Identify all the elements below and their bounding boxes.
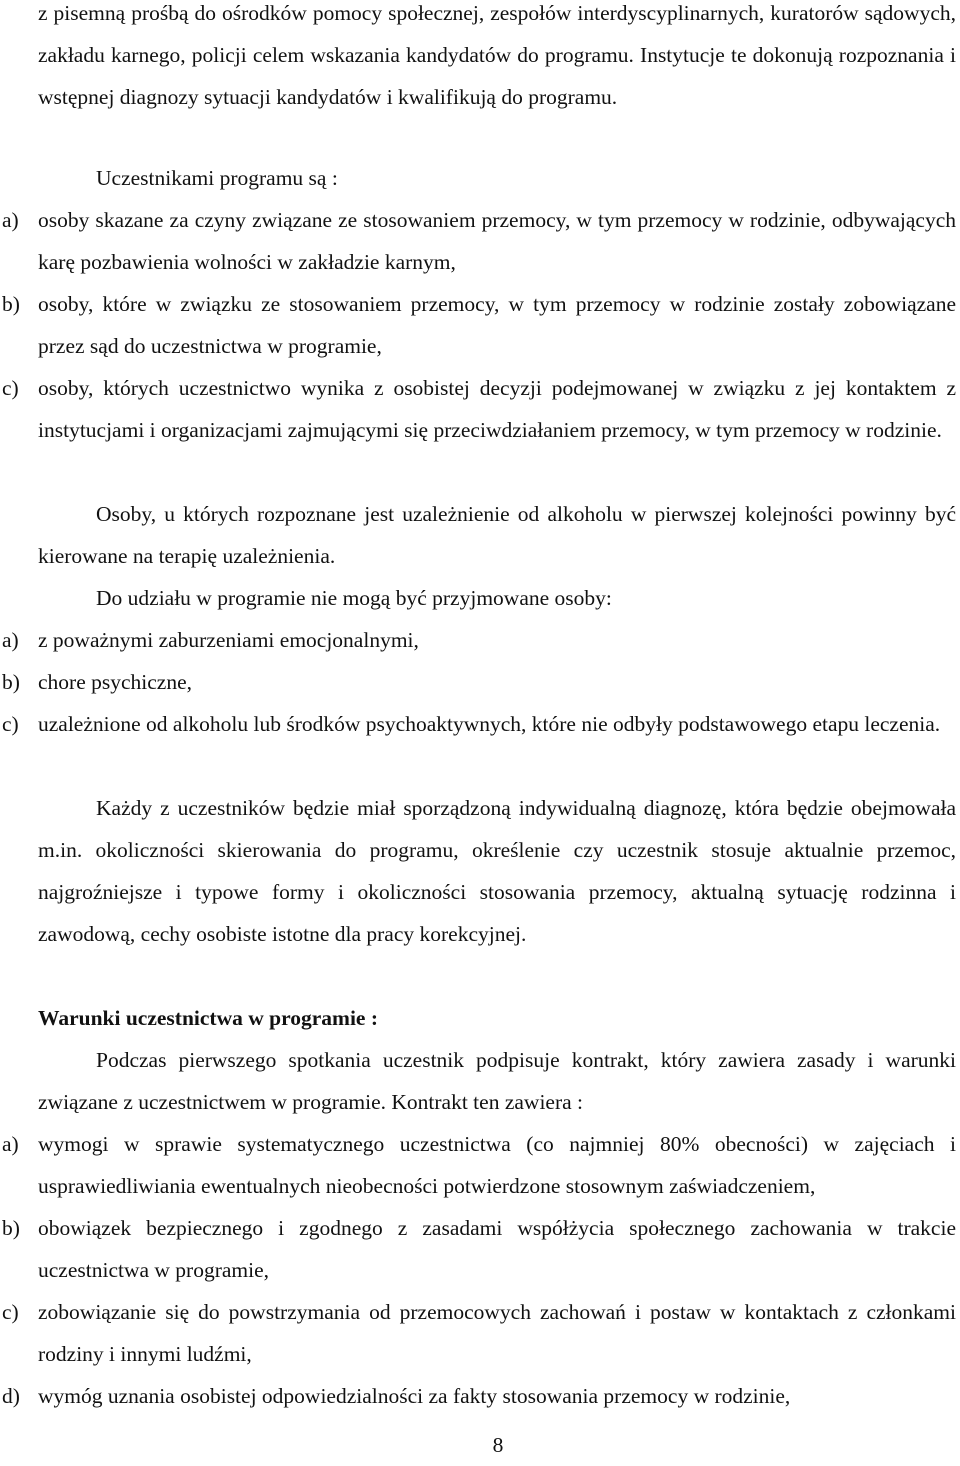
conditions-item-c	[0, 1291, 956, 1375]
conditions-lead: Podczas pierwszego spotkania uczestnik podpisuje kontrakt, który zawiera zasady i warunki związane z uczestnictwem w programie. Kontrakt ten zawiera :	[38, 1048, 956, 1114]
list-marker: a)	[2, 628, 19, 652]
list-item-text: osoby, których uczestnictwo wynika z osobistej decyzji podejmowanej w związku z jej kontaktem z instytucjami i organizacjami zajmującymi się przeciwdziałaniem przemocy, w tym przemocy w rodzinie.	[38, 376, 956, 442]
list-item-text: wymogi w sprawie systematycznego uczestnictwa (co najmniej 80% obecności) w zajęciach i usprawiedliwiania ewentualnych nieobecności potwierdzone stosownym zaświadczeniem,	[38, 1132, 956, 1198]
intro-paragraph: z pisemną prośbą do ośrodków pomocy społecznej, zespołów interdyscyplinarnych, kuratorów sądowych, zakładu karnego, policji celem wskazania kandydatów do programu. Instytucje te dokonują rozpoznania i wstępnej diagnozy sytuacji kandydatów i kwalifikują do programu.	[38, 1, 956, 109]
list-marker: d)	[2, 1384, 20, 1408]
list-marker: b)	[2, 1216, 20, 1240]
list-item-text: zobowiązanie się do powstrzymania od przemocowych zachowań i postaw w kontaktach z członkami rodziny i innymi ludźmi,	[38, 1300, 956, 1366]
conditions-item-a	[0, 1123, 956, 1207]
list-marker: b)	[2, 670, 20, 694]
exclusions-lead: Do udziału w programie nie mogą być przyjmowane osoby:	[96, 586, 612, 610]
exclusions-item-a	[0, 619, 956, 661]
participants-item-c	[0, 367, 956, 451]
participants-item-b	[0, 283, 956, 367]
list-item-text: osoby, które w związku ze stosowaniem przemocy, w tym przemocy w rodzinie zostały zobowiązane przez sąd do uczestnictwa w programie,	[38, 292, 956, 358]
list-marker: b)	[2, 292, 20, 316]
conditions-item-b	[0, 1207, 956, 1291]
diagnosis-note: Każdy z uczestników będzie miał sporządzoną indywidualną diagnozę, która będzie obejmowała m.in. okoliczności skierowania do programu, określenie czy uczestnik stosuje aktualnie przemoc, najgroźniejsze i typowe formy i okoliczności stosowania przemocy, aktualną sytuację rodzinna i zawodową, cechy osobiste istotne dla pracy korekcyjnej.	[38, 796, 956, 946]
addiction-note: Osoby, u których rozpoznane jest uzależnienie od alkoholu w pierwszej kolejności powinny być kierowane na terapię uzależnienia.	[38, 502, 956, 568]
participants-item-a	[0, 199, 956, 283]
page-number: 8	[492, 1433, 504, 1457]
list-marker: c)	[2, 1300, 19, 1324]
conditions-heading: Warunki uczestnictwa w programie :	[38, 1006, 378, 1030]
conditions-item-d	[0, 1375, 956, 1417]
list-item-text: wymóg uznania osobistej odpowiedzialności za fakty stosowania przemocy w rodzinie,	[38, 1384, 791, 1408]
list-marker: c)	[2, 712, 19, 736]
exclusions-item-b	[0, 661, 956, 703]
participants-lead: Uczestnikami programu są :	[96, 166, 338, 190]
list-item-text: chore psychiczne,	[38, 670, 193, 694]
list-marker: a)	[2, 1132, 19, 1156]
list-item-text: z poważnymi zaburzeniami emocjonalnymi,	[38, 628, 419, 652]
list-item-text: osoby skazane za czyny związane ze stosowaniem przemocy, w tym przemocy w rodzinie, odbywających karę pozbawienia wolności w zakładzie karnym,	[38, 208, 956, 274]
list-marker: a)	[2, 208, 19, 232]
list-item-text: obowiązek bezpiecznego i zgodnego z zasadami współżycia społecznego zachowania w trakcie uczestnictwa w programie,	[38, 1216, 956, 1282]
list-item-text: uzależnione od alkoholu lub środków psychoaktywnych, które nie odbyły podstawowego etapu leczenia.	[38, 712, 941, 736]
list-marker: c)	[2, 376, 19, 400]
exclusions-item-c	[0, 703, 956, 745]
